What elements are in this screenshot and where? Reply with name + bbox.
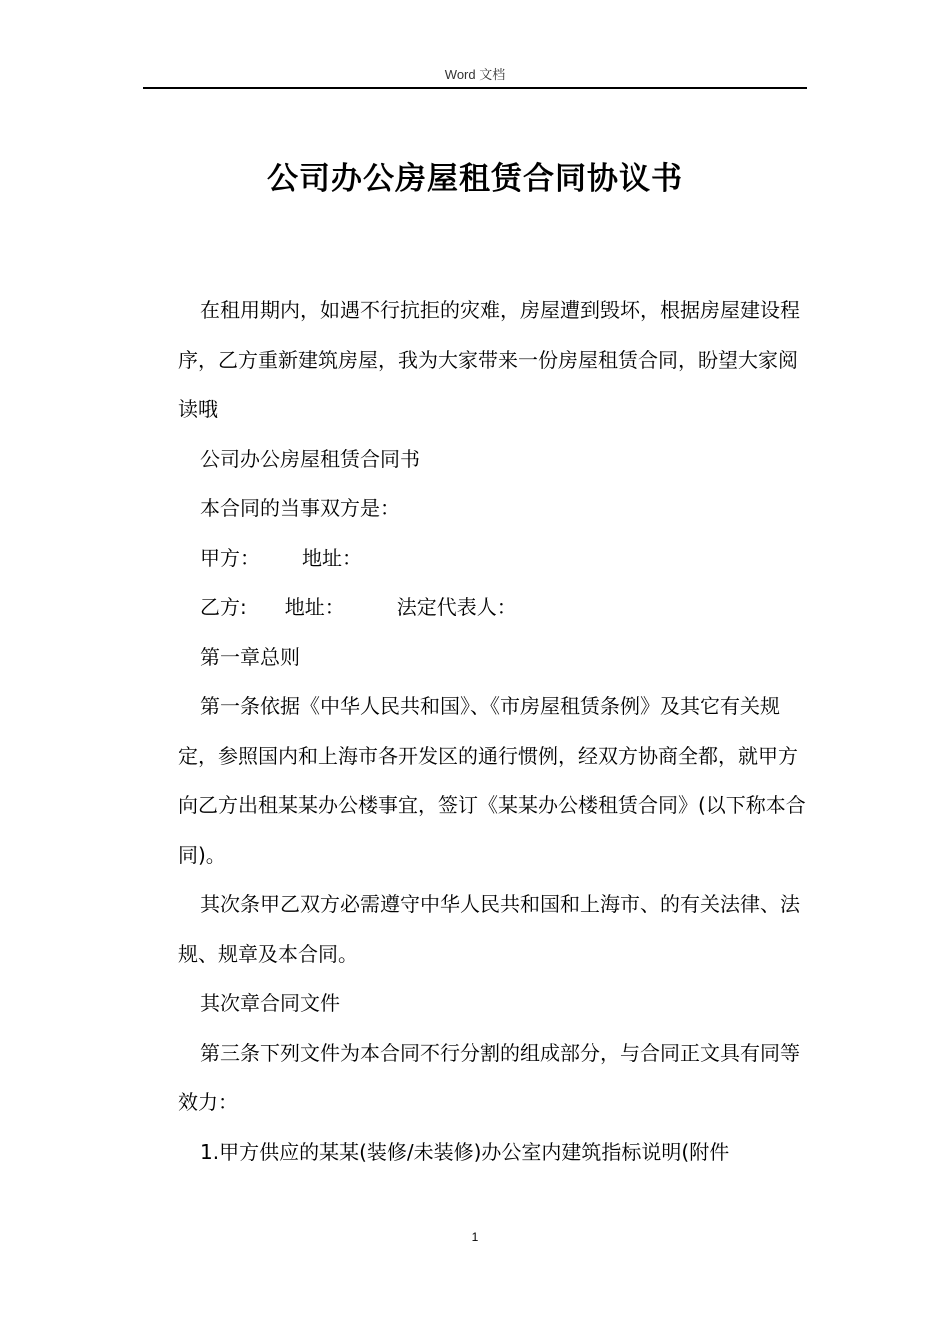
document-body <box>178 286 808 1177</box>
article-2: 其次条甲乙双方必需遵守中华人民共和国和上海市、的有关法律、法规、规章及本合同。 <box>178 892 800 966</box>
parties-intro: 本合同的当事双方是： <box>200 496 400 520</box>
party-b-label: 乙方: <box>200 595 247 619</box>
party-b-line <box>178 583 808 633</box>
chapter-2-heading: 其次章合同文件 <box>200 991 340 1015</box>
party-b-address-label: 地址： <box>284 595 345 619</box>
party-a-address-label: 地址： <box>302 545 362 570</box>
party-a-line <box>178 534 808 584</box>
page-number: 1 <box>471 1230 479 1244</box>
document-title: 公司办公房屋租赁合同协议书 <box>267 161 683 197</box>
party-a-label: 甲方： <box>200 545 260 570</box>
contract-subtitle: 公司办公房屋租赁合同书 <box>200 446 420 471</box>
chapter-1-heading: 第一章总则 <box>200 644 300 669</box>
page-header: Word 文档 <box>444 67 506 82</box>
article-3-item-1: 1.甲方供应的某某(装修/未装修)办公室内建筑指标说明(附件 <box>200 1139 730 1164</box>
intro-paragraph: 在租用期内，如遇不行抗拒的灾难，房屋遭到毁坏，根据房屋建设程序，乙方重新建筑房屋，我为大家带来一份房屋租赁合同，盼望大家阅读哦 <box>178 298 800 421</box>
header-divider <box>143 87 807 89</box>
party-b-representative-label: 法定代表人： <box>396 595 517 619</box>
article-3: 第三条下列文件为本合同不行分割的组成部分，与合同正文具有同等效力： <box>178 1040 800 1114</box>
article-1: 第一条依据《中华人民共和国》、《市房屋租赁条例》及其它有关规定，参照国内和上海市各开发区的通行惯例，经双方协商全都，就甲方向乙方出租某某办公楼事宜，签订《某某办公楼租赁合同》(以下称本合同)。 <box>178 694 806 867</box>
